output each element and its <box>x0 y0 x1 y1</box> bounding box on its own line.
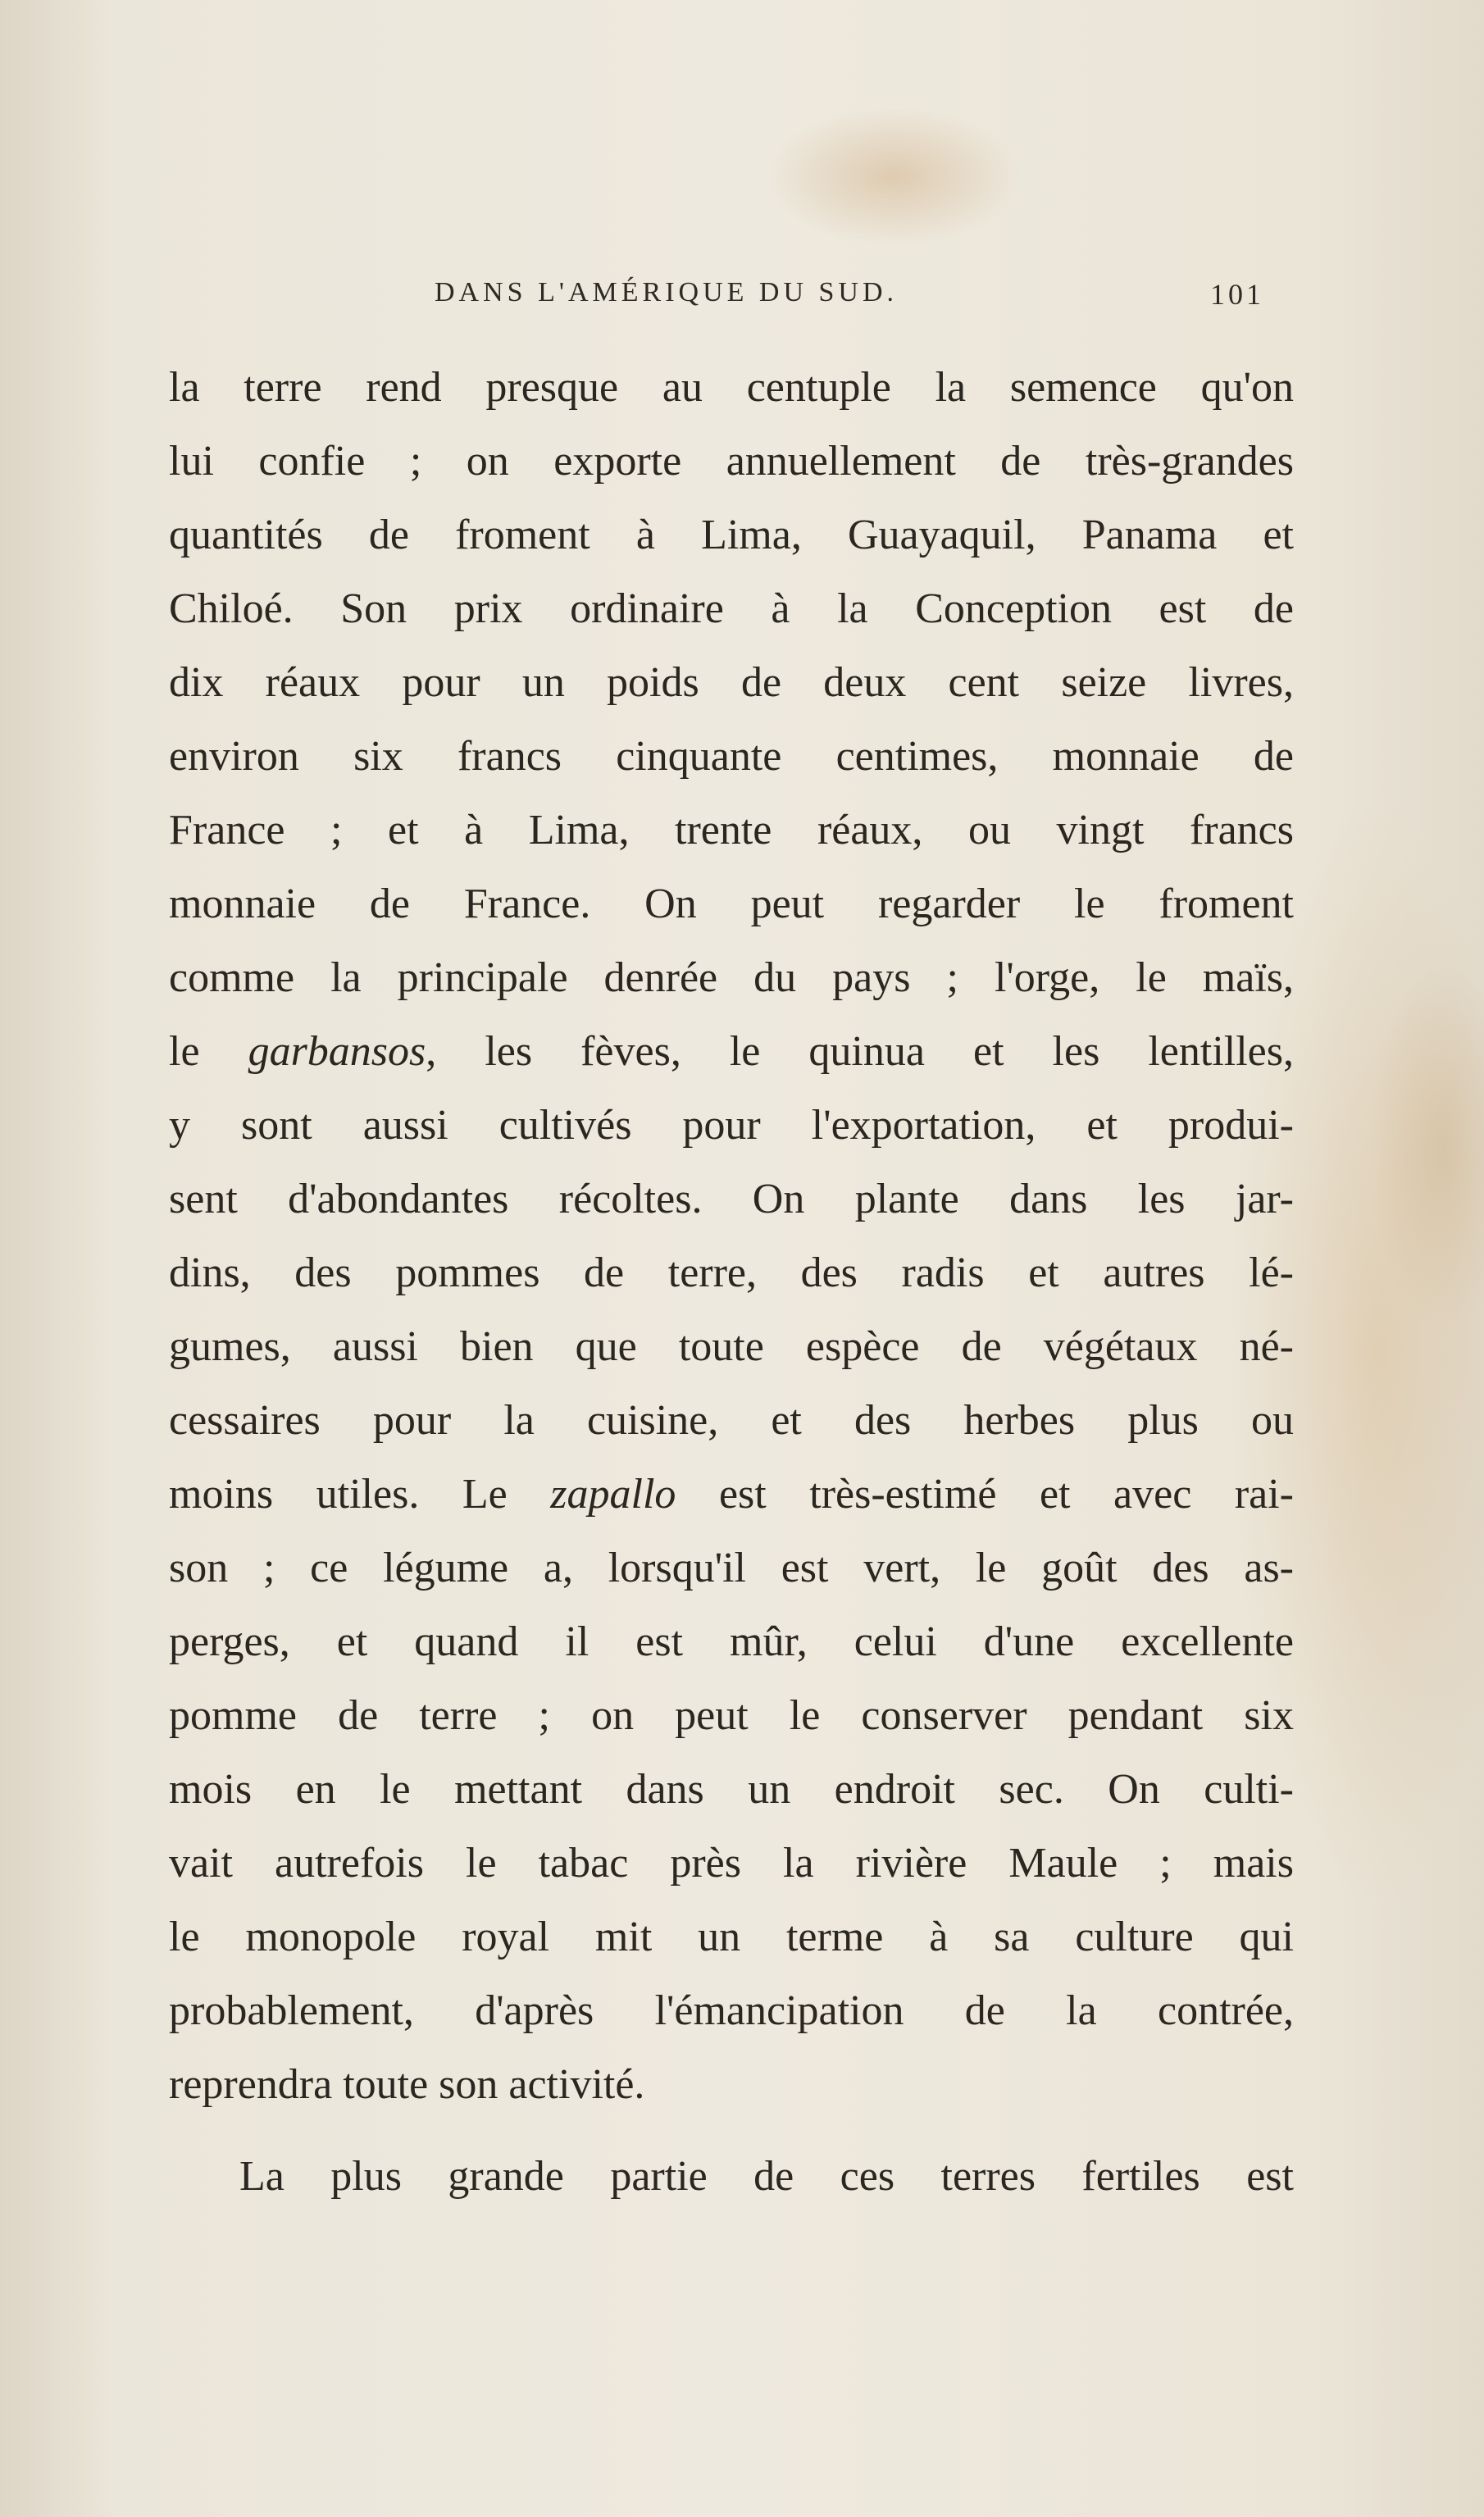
text-line: dix réaux pour un poids de deux cent seize livres, <box>169 659 1294 706</box>
text-line: le garbansos, les fèves, le quinua et les lentilles, <box>169 1028 1294 1075</box>
text-line: quantités de froment à Lima, Guayaquil, Panama et <box>169 512 1294 558</box>
text-line: le monopole royal mit un terme à sa culture qui <box>169 1914 1294 1960</box>
text-line: gumes, aussi bien que toute espèce de végétaux né- <box>169 1323 1294 1370</box>
text-line: mois en le mettant dans un endroit sec. On culti- <box>169 1766 1294 1813</box>
text-line-paragraph-start: La plus grande partie de ces terres fertiles est <box>239 2153 1294 2200</box>
text-line: son ; ce légume a, lorsqu'il est vert, le goût des as- <box>169 1545 1294 1591</box>
text-line-paragraph-end: reprendra toute son activité. <box>169 2061 645 2108</box>
page-header <box>164 277 1287 318</box>
text-line: Chiloé. Son prix ordinaire à la Conception est de <box>169 585 1294 632</box>
text-line: moins utiles. Le zapallo est très-estimé et avec rai- <box>169 1471 1294 1518</box>
text-line: perges, et quand il est mûr, celui d'une excellente <box>169 1618 1294 1665</box>
text-line: la terre rend presque au centuple la semence qu'on <box>169 364 1294 411</box>
text-line: comme la principale denrée du pays ; l'orge, le maïs, <box>169 954 1294 1001</box>
text-line: vait autrefois le tabac près la rivière Maule ; mais <box>169 1840 1294 1887</box>
italic-term: zapallo <box>550 1471 676 1518</box>
text-line: y sont aussi cultivés pour l'exportation, et produi- <box>169 1102 1294 1149</box>
running-head: DANS L'AMÉRIQUE DU SUD. <box>435 277 899 307</box>
text-line: lui confie ; on exporte annuellement de très-grandes <box>169 438 1294 485</box>
text-line: environ six francs cinquante centimes, monnaie de <box>169 733 1294 780</box>
text-line: pomme de terre ; on peut le conserver pendant six <box>169 1692 1294 1739</box>
text-line: sent d'abondantes récoltes. On plante dans les jar- <box>169 1176 1294 1222</box>
text-line: cessaires pour la cuisine, et des herbes plus ou <box>169 1397 1294 1444</box>
text-line: dins, des pommes de terre, des radis et autres lé- <box>169 1249 1294 1296</box>
text-line: monnaie de France. On peut regarder le froment <box>169 881 1294 927</box>
body-text <box>169 351 1294 2214</box>
page-number: 101 <box>1210 278 1264 311</box>
text-line: probablement, d'après l'émancipation de la contrée, <box>169 1987 1294 2034</box>
italic-term: garbansos <box>248 1028 426 1075</box>
text-line: France ; et à Lima, trente réaux, ou vingt francs <box>169 807 1294 853</box>
